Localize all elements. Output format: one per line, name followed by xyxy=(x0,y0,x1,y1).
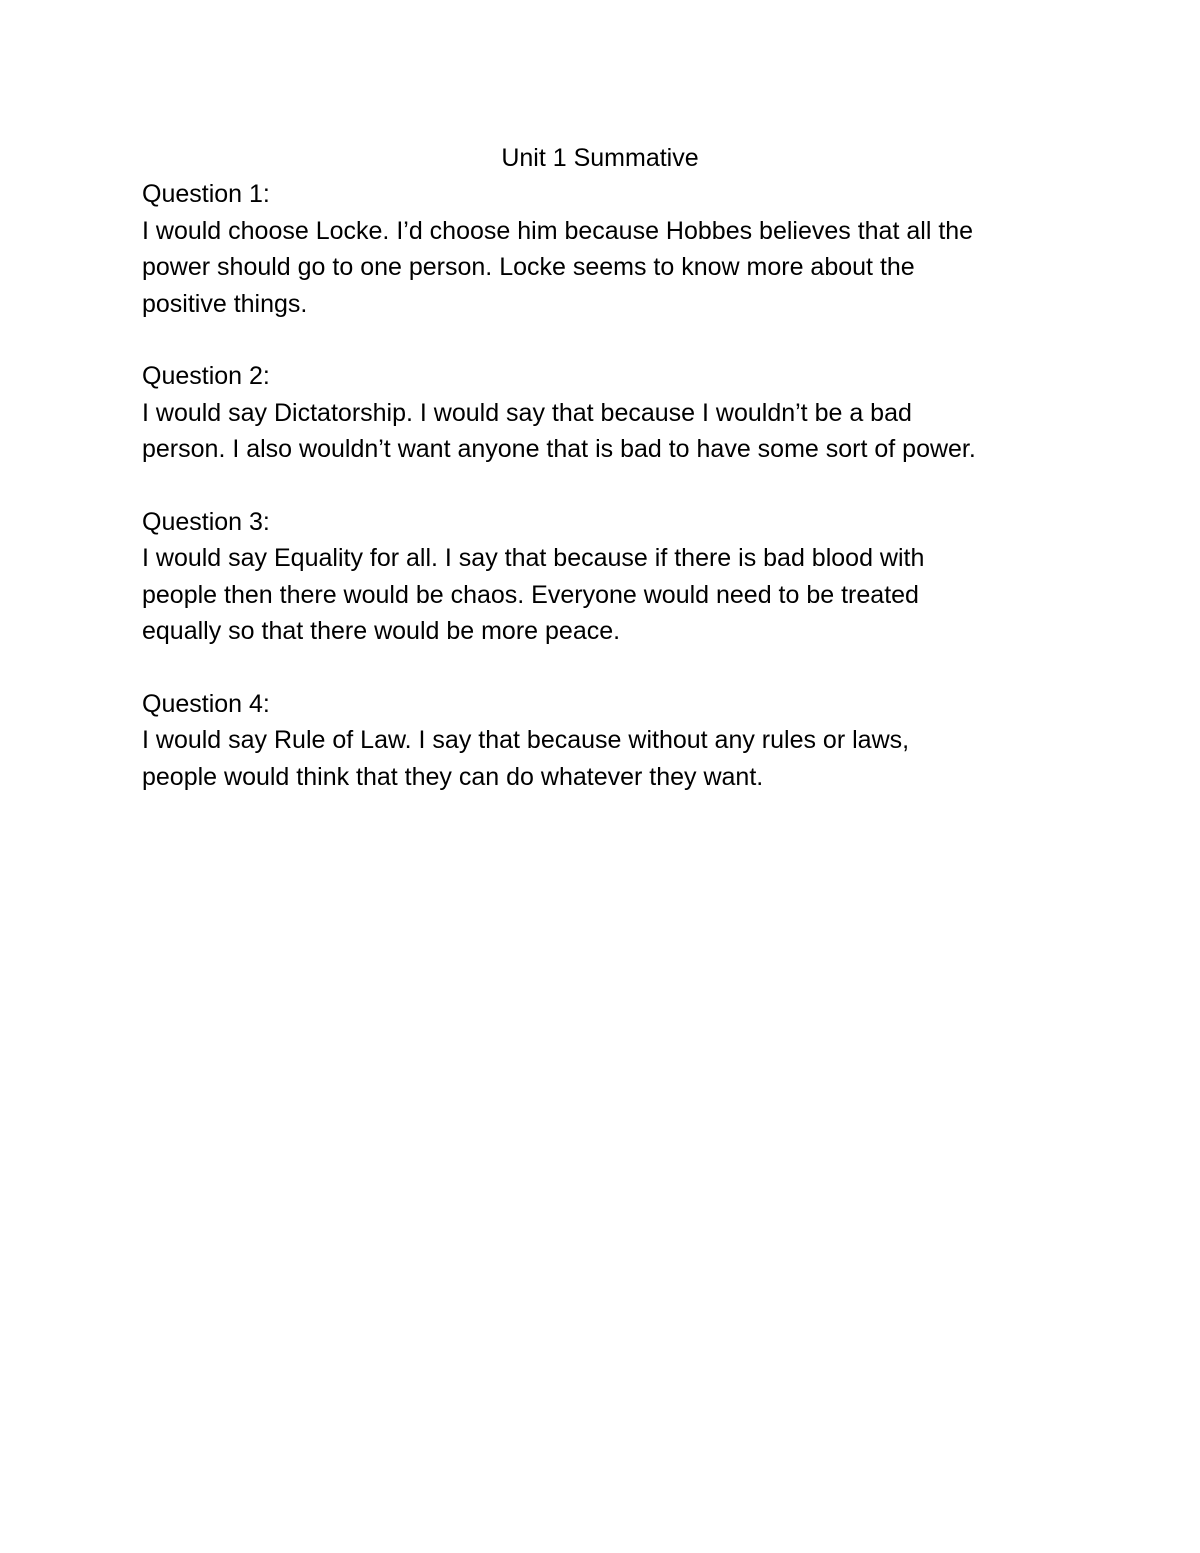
document-body xyxy=(142,176,1142,831)
question-1-label: Question 1: xyxy=(142,180,270,208)
question-4 xyxy=(142,686,1142,796)
question-2 xyxy=(142,358,1142,468)
question-1-answer-line: I would choose Locke. I’d choose him because Hobbes believes that all the xyxy=(142,216,974,245)
question-3-label: Question 3: xyxy=(142,507,270,536)
question-3-answer-line: equally so that there would be more peace. xyxy=(142,617,621,645)
document-title: Unit 1 Summative xyxy=(501,144,699,172)
question-3-answer-line: I would say Equality for all. I say that because if there is bad blood with xyxy=(142,544,925,572)
question-1-answer-line: positive things. xyxy=(142,289,308,318)
question-4-answer-line: people would think that they can do whatever they want. xyxy=(142,762,764,791)
question-4-label: Question 4: xyxy=(142,689,270,718)
question-3-answer-line: people then there would be chaos. Everyone would need to be treated xyxy=(142,580,919,609)
question-1 xyxy=(142,176,1142,322)
question-2-answer-line: person. I also wouldn’t want anyone that is bad to have some sort of power. xyxy=(142,435,976,463)
question-3 xyxy=(142,504,1142,650)
question-1-answer-line: power should go to one person. Locke seems to know more about the xyxy=(142,253,915,281)
question-2-answer-line: I would say Dictatorship. I would say that because I wouldn’t be a bad xyxy=(142,398,912,427)
question-2-label: Question 2: xyxy=(142,362,270,390)
question-4-answer-line: I would say Rule of Law. I say that because without any rules or laws, xyxy=(142,726,910,754)
